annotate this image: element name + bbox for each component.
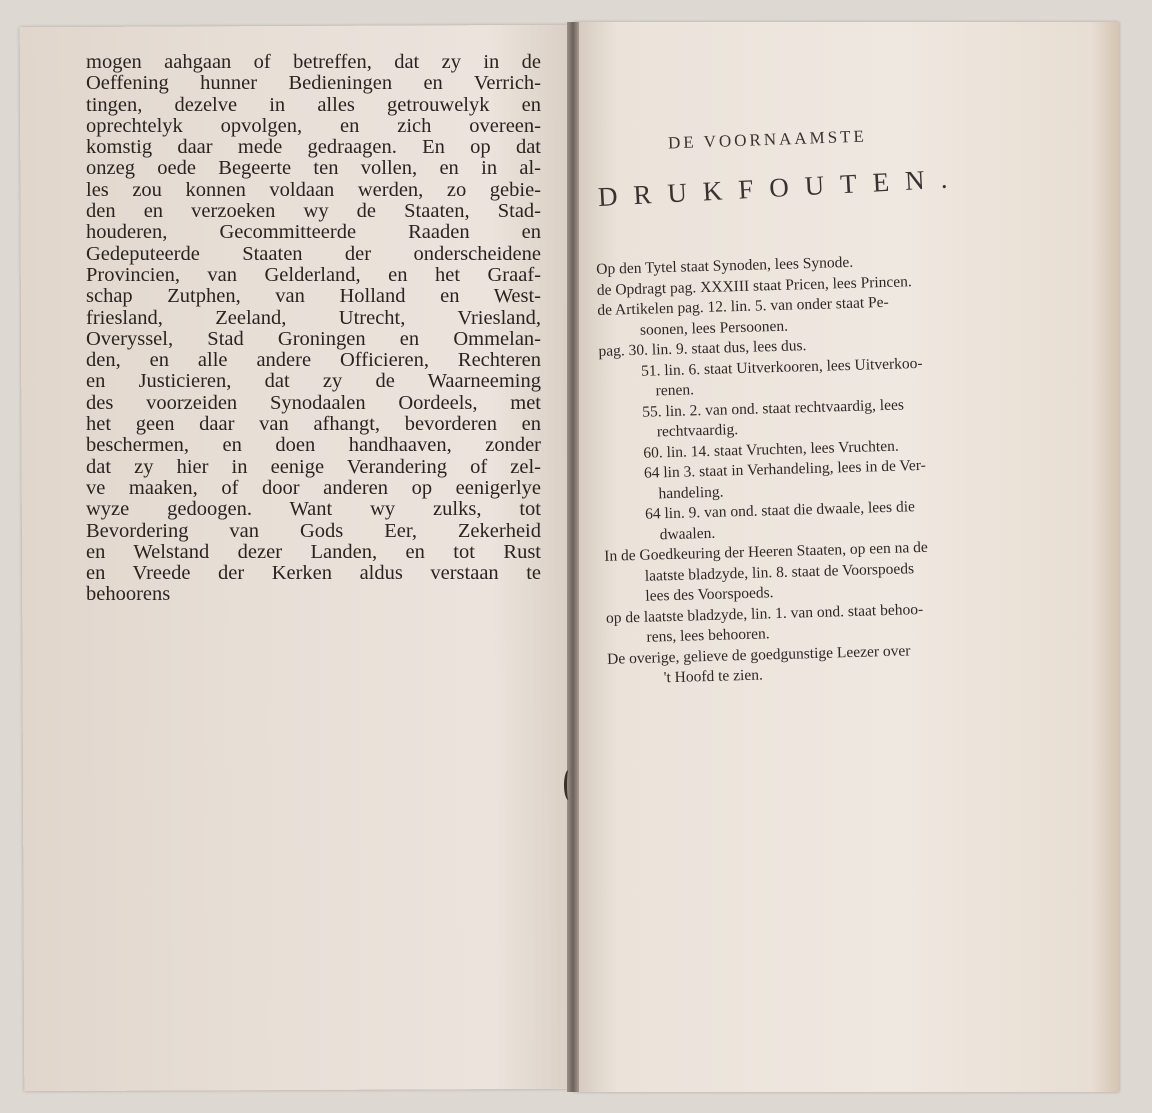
errata-line: renen. [655,381,695,400]
text-line: en Vreede der Kerken aldus verstaan te [86,562,541,585]
text-line: onzeg oede Begeerte ten vollen, en in al- [86,157,541,180]
text-line: Provincien, van Gelderland, en het Graaf- [86,263,541,286]
text-line: beschermen, en doen handhaaven, zonder [86,434,541,457]
errata-line: rechtvaardig. [656,421,739,441]
errata-line: de Opdragt pag. XXXIII staat Pricen, lees Princen. [596,272,913,299]
errata-line: 64 lin. 9. van ond. staat die dwaale, lees die [644,498,916,523]
text-line: houderen, Gecommitteerde Raaden en [86,221,541,244]
left-page-body-text [86,52,541,606]
text-line: friesland, Zeeland, Utrecht, Vriesland, [86,306,541,329]
text-line: den, en alle andere Officieren, Rechteren [86,349,541,372]
errata-line: 51. lin. 6. staat Uitverkooren, lees Uitverkoo- [640,354,923,380]
text-line: Bevordering van Gods Eer, Zekerheid [86,519,541,542]
text-line: wyze gedoogen. Want wy zulks, tot [86,498,541,521]
text-line: en Welstand dezer Landen, en tot Rust [86,540,541,563]
text-line: les zou konnen voldaan werden, zo gebie- [86,178,541,201]
errata-line: handeling. [658,483,724,502]
text-line: mogen aahgaan of betreffen, dat zy in de [86,51,541,73]
text-line: Gedeputeerde Staaten der onderscheidene [86,242,541,265]
text-line: komstig daar mede gedraagen. En op dat [86,136,541,159]
errata-line: Op den Tytel staat Synoden, lees Synode. [596,253,854,278]
errata-line: de Artikelen pag. 12. lin. 5. van onder staat Pe- [597,293,889,319]
errata-line: op de laatste bladzyde, lin. 1. van ond. staat behoo- [605,600,924,627]
errata-line: dwaalen. [659,524,716,543]
text-line: ve maaken, of door anderen op eenigerlye [86,476,541,499]
errata-heading-title: DRUKFOUTEN. [597,162,965,212]
errata-line: 60. lin. 14. staat Vruchten, lees Vruchten. [643,437,899,462]
errata-line: soonen, lees Persoonen. [639,317,789,339]
errata-line: pag. 30. lin. 9. staat dus, lees dus. [598,337,807,360]
errata-line: 55. lin. 2. van ond. staat rechtvaardig, lees [642,395,905,421]
errata-heading-small: DE VOORNAAMSTE [667,126,868,153]
text-line: den en verzoeken wy de Staaten, Stad- [86,200,541,223]
text-line: en Justicieren, dat zy de Waarneeming [86,370,541,393]
text-line: dat zy hier in eenige Verandering of zel- [86,455,541,478]
text-line: het geen daar van afhangt, bevorderen en [86,413,541,436]
text-line: Oeffening hunner Bedieningen en Verrich- [86,72,541,95]
text-line: schap Zutphen, van Holland en West- [86,285,541,308]
errata-line: 64 lin 3. staat in Verhandeling, lees in de Ver- [643,456,927,482]
errata-line: rens, lees behooren. [646,625,770,646]
text-line: behoorens [86,583,171,606]
book-gutter [567,22,579,1092]
errata-line: laatste bladzyde, lin. 8. staat de Voorspoeds [644,559,915,585]
text-line: Overyssel, Stad Groningen en Ommelan- [86,327,541,350]
errata-line: 't Hoofd te zien. [663,666,764,687]
text-line: oprechtelyk opvolgen, en zich overeen- [86,114,541,137]
errata-line: In de Goedkeuring der Heeren Staaten, op een na de [604,538,929,565]
errata-line: lees des Voorspoeds. [645,584,774,605]
text-line: des voorzeiden Synodaalen Oordeels, met [86,391,541,414]
ink-smudge [564,770,573,800]
errata-list [596,248,1038,690]
errata-line: De overige, gelieve de goedgunstige Leezer over [606,641,911,668]
text-line: tingen, dezelve in alles getrouwelyk en [86,93,541,116]
